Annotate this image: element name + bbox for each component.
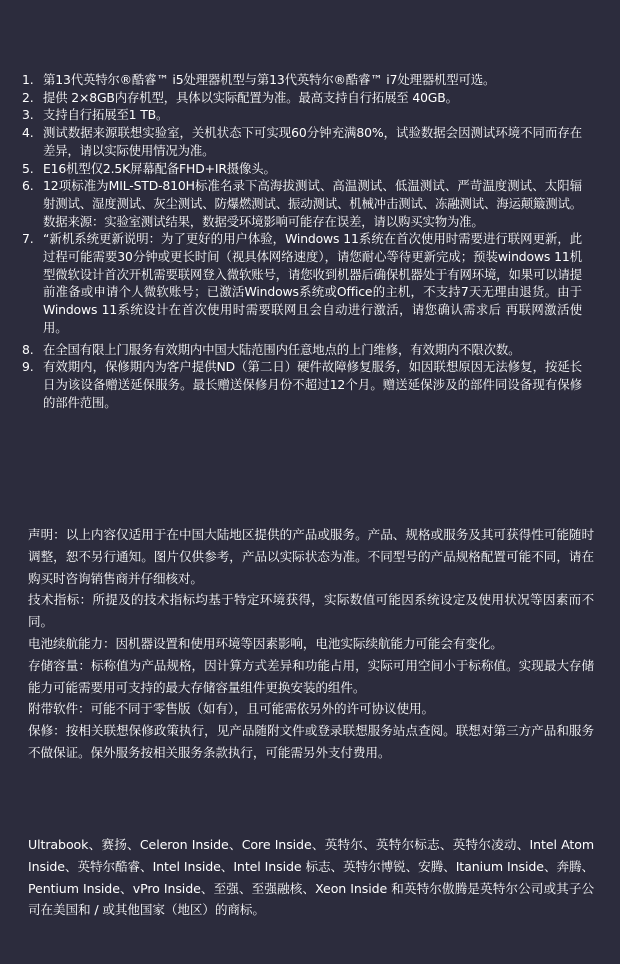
- battery-paragraph: 电池续航能力：因机器设置和使用环境等因素影响，电池实际续航能力可能会有变化。: [28, 635, 503, 651]
- footnote-number: 3.: [22, 107, 34, 123]
- footnote-item: [22, 106, 582, 124]
- footnote-text: 有效期内，保修期内为客户提供ND（第二日）硬件故障修复服务，如因联想原因无法修复，按延长日为该设备赠送延保服务。最长赠送保修月份不超过12个月。赠送延保涉及的部件同设备现有保修的部件范围。: [43, 359, 582, 410]
- footnote-item: [22, 341, 582, 359]
- footnote-item: [22, 160, 582, 178]
- legal-statement: [28, 524, 594, 764]
- footnote-item: [22, 358, 582, 411]
- footnote-text: 提供 2×8GB内存机型，具体以实际配置为准。最高支持自行拓展至 40GB。: [43, 89, 458, 105]
- footnote-item: [22, 71, 582, 89]
- footnote-item: [22, 124, 582, 159]
- footnote-text: 在全国有限上门服务有效期内中国大陆范围内任意地点的上门维修，有效期内不限次数。: [43, 341, 521, 357]
- footnote-item: [22, 89, 582, 107]
- footnote-number: 4.: [22, 125, 34, 141]
- footnote-item: [22, 177, 582, 230]
- tech-specs-paragraph: 技术指标：所提及的技术指标均基于特定环境获得，实际数值可能因系统设定及使用状况等因素而不同。: [28, 592, 594, 630]
- footnote-number: 8.: [22, 341, 34, 357]
- footnote-number: 1.: [22, 72, 34, 87]
- footnotes-list: [22, 71, 582, 411]
- trademarks-paragraph: Ultrabook、赛扬、Celeron Inside、Core Inside、英特尔、英特尔标志、英特尔凌动、Intel Atom Inside、英特尔酷睿、Intel Inside、Intel Inside 标志、英特尔博锐、安腾、Itanium Inside、奔腾、Pentium Inside、vPro Inside、至强、至强融核、Xeon Inside 和英特尔傲腾是英特尔公司或其子公司在美国和 / 或其他国家（地区）的商标。: [28, 837, 594, 918]
- footnote-number: 7.: [22, 231, 34, 247]
- disclaimer-paragraph: 声明：以上内容仅适用于在中国大陆地区提供的产品或服务。产品、规格或服务及其可获得性可能随时调整，恕不另行通知。图片仅供参考，产品以实际状态为准。不同型号的产品规格配置可能不同，请在购买时咨询销售商并仔细核对。: [28, 527, 594, 586]
- footnote-text: 第13代英特尔®酷睿™ i5处理器机型与第13代英特尔®酷睿™ i7处理器机型可选。: [43, 72, 496, 87]
- footnote-text: “新机系统更新说明：为了更好的用户体验，Windows 11系统在首次使用时需要进行联网更新，此过程可能需要30分钟或更长时间（视具体网络速度），请您耐心等待更新完成；预装windows 11机型微软设计首次开机需要联网登入微软账号，请您收到机器后确保机器处于有网环境，如果可以请提前准备或申请个人微软账号；已激活Windows系统或Office的主机，不支持7天无理由退货。由于Windows 11系统设计在首次使用时需要联网且会自动进行激活，请您确认需求后 再联网激活使用。: [43, 231, 582, 335]
- footnote-number: 6.: [22, 178, 34, 194]
- warranty-paragraph: 保修：按相关联想保修政策执行，见产品随附文件或登录联想服务站点查阅。联想对第三方产品和服务不做保证。保外服务按相关服务条款执行，可能需另外支付费用。: [28, 723, 594, 760]
- bundled-software-paragraph: 附带软件：可能不同于零售版（如有），且可能需依另外的许可协议使用。: [28, 701, 434, 717]
- footnote-item: [22, 230, 582, 336]
- footnote-text: 12项标准为MIL-STD-810H标准名录下高海拔测试、高温测试、低温测试、严苛温度测试、太阳辐射测试、湿度测试、灰尘测试、防爆燃测试、振动测试、机械冲击测试、冻融测试、海运颠簸测试。数据来源：实验室测试结果，数据受环境影响可能存在误差，请以购买实物为准。: [43, 178, 582, 229]
- footnote-number: 5.: [22, 160, 34, 176]
- footnote-text: 测试数据来源联想实验室，关机状态下可实现60分钟充满80%，试验数据会因测试环境不同而存在差异，请以实际使用情况为准。: [43, 125, 582, 158]
- footnote-number: 9.: [22, 359, 34, 375]
- storage-paragraph: 存储容量：标称值为产品规格，因计算方式差异和功能占用，实际可用空间小于标称值。实现最大存储能力可能需要用可支持的最大存储容量组件更换安装的组件。: [28, 657, 594, 695]
- footnote-number: 2.: [22, 89, 34, 105]
- footnote-text: 支持自行拓展至1 TB。: [43, 107, 169, 123]
- footnote-text: E16机型仅2.5K屏幕配备FHD+IR摄像头。: [43, 160, 276, 176]
